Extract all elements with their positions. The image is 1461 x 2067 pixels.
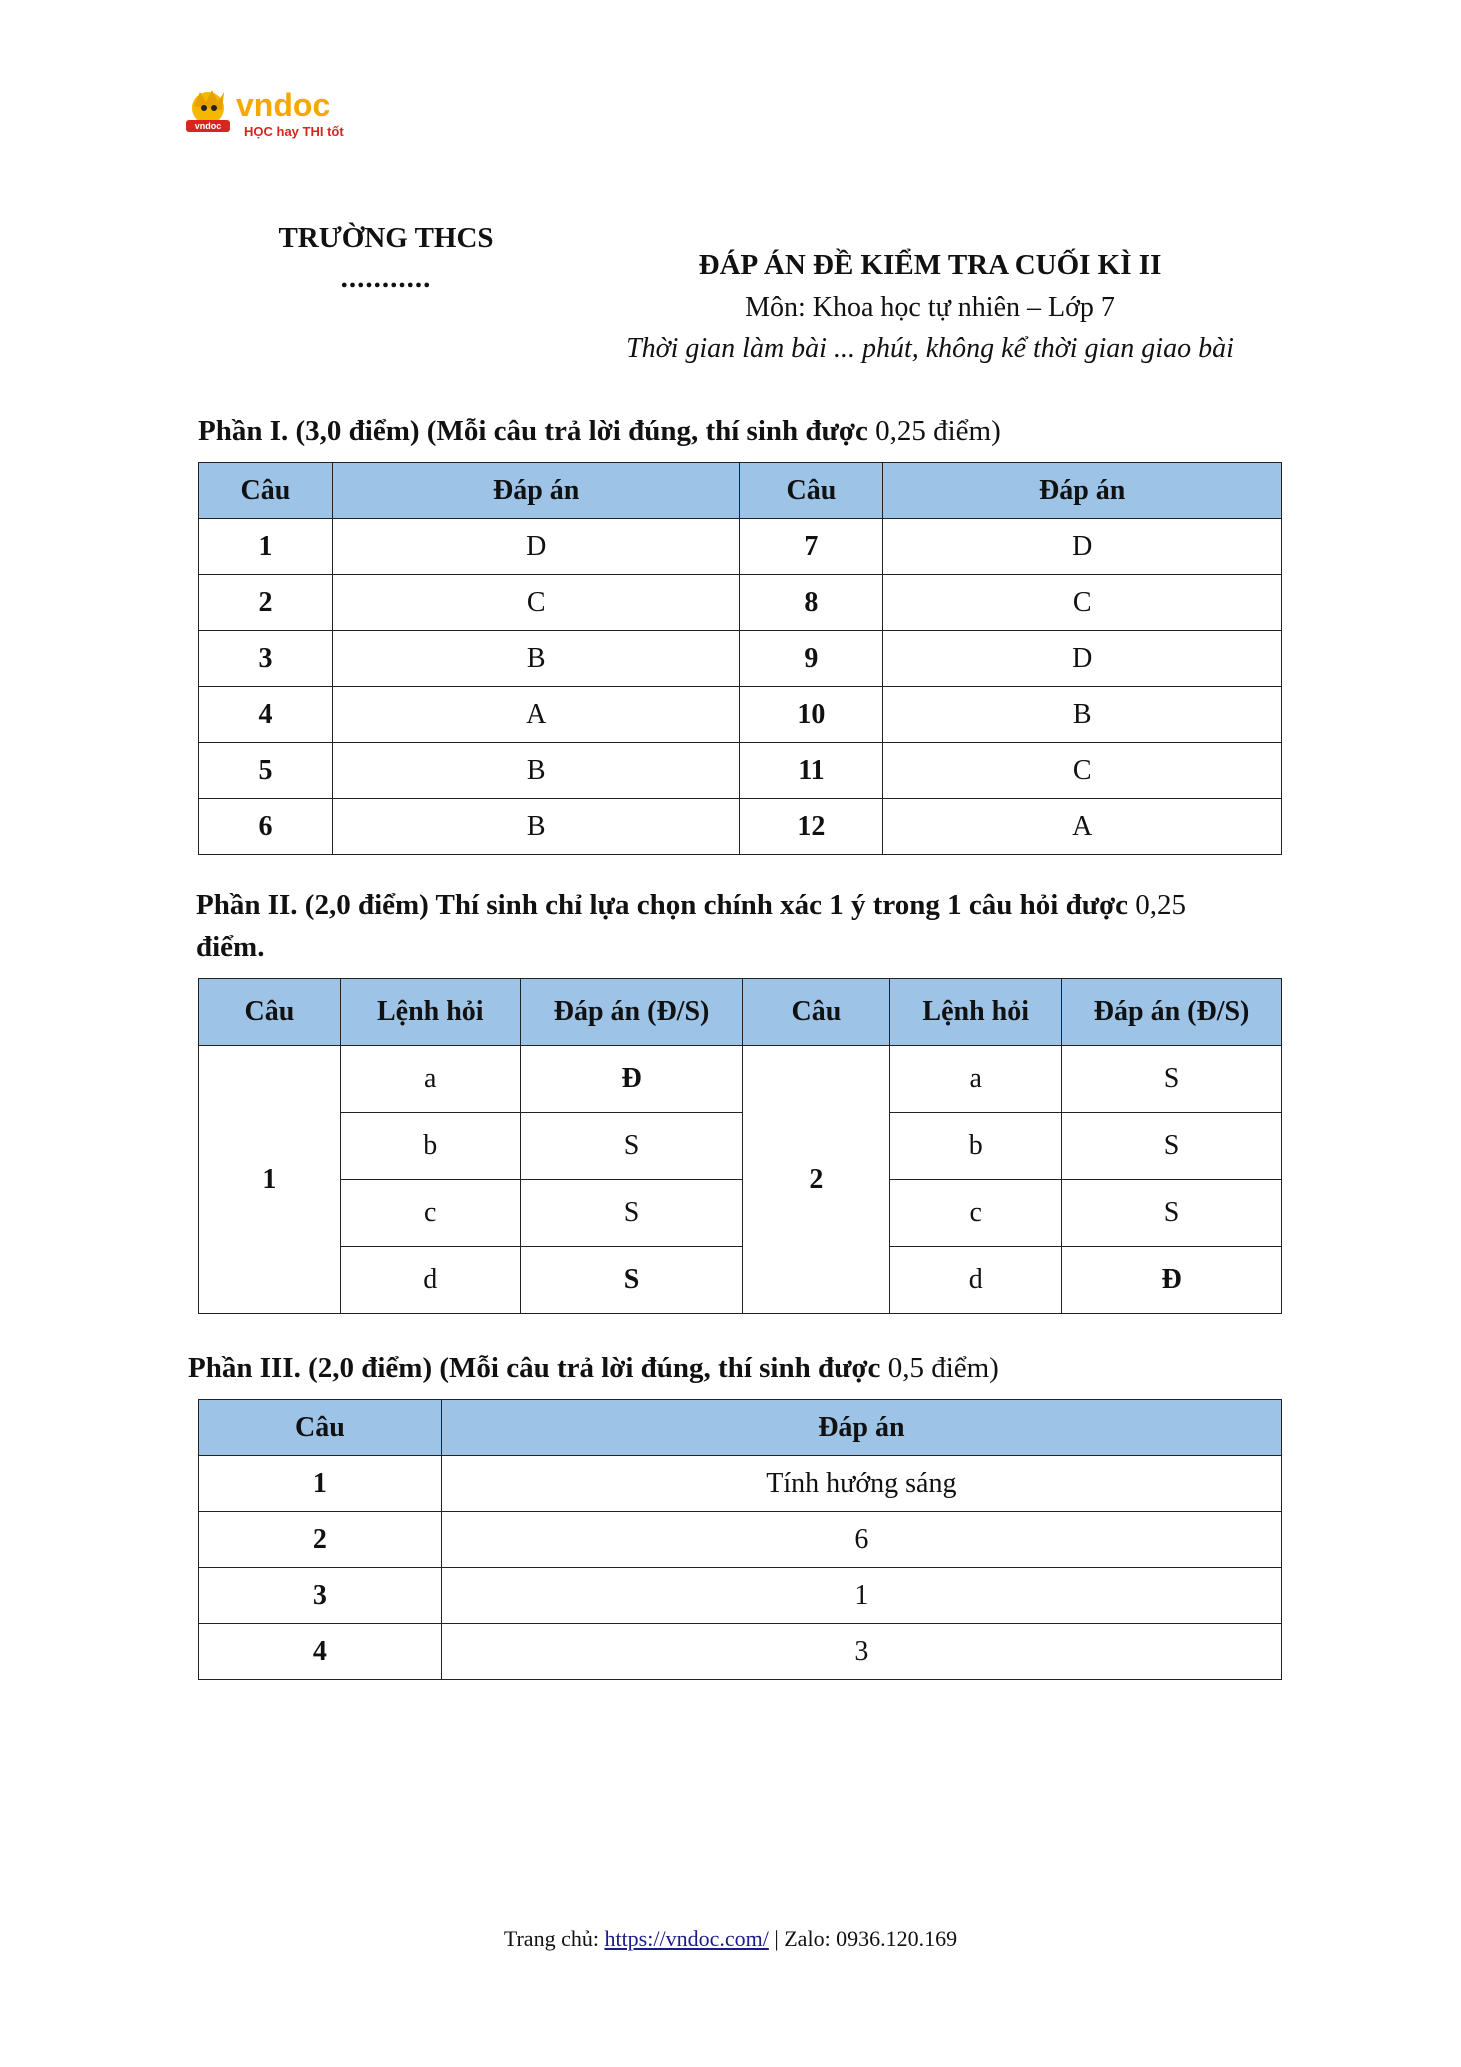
exam-header <box>560 243 1300 369</box>
table-row <box>199 1568 1282 1624</box>
exam-title: ĐÁP ÁN ĐỀ KIỂM TRA CUỐI KÌ II <box>698 249 1162 281</box>
answer-cell: C <box>883 743 1282 799</box>
part2-title-line2: điểm. <box>196 931 265 963</box>
header-cell: Lệnh hỏi <box>890 979 1062 1046</box>
table-row <box>199 519 1282 575</box>
header-cell: Đáp án <box>883 463 1282 519</box>
header-cell: Lệnh hỏi <box>340 979 520 1046</box>
header-cell: Câu <box>740 463 883 519</box>
table-header-row <box>199 1400 1282 1456</box>
statement-cell: a <box>890 1046 1062 1113</box>
question-number: 6 <box>199 799 333 855</box>
question-number: 4 <box>199 687 333 743</box>
statement-cell: b <box>890 1113 1062 1180</box>
answer-cell: S <box>520 1247 743 1314</box>
answer-cell: 6 <box>441 1512 1281 1568</box>
school-block <box>200 218 572 298</box>
answer-cell: S <box>1062 1180 1282 1247</box>
part3-table <box>198 1399 1282 1680</box>
table-row <box>199 1456 1282 1512</box>
part3-title <box>188 1347 999 1389</box>
question-number: 5 <box>199 743 333 799</box>
question-number: 7 <box>740 519 883 575</box>
answer-cell: A <box>883 799 1282 855</box>
table-row <box>199 1512 1282 1568</box>
vndoc-logo-icon <box>186 86 366 146</box>
answer-cell: B <box>332 743 740 799</box>
question-number: 2 <box>199 1512 442 1568</box>
answer-cell: S <box>520 1113 743 1180</box>
part1-title-normal: 0,25 điểm) <box>867 415 1001 447</box>
header-cell: Câu <box>199 463 333 519</box>
question-number: 3 <box>199 631 333 687</box>
school-name: TRƯỜNG THCS <box>278 222 494 254</box>
question-number: 1 <box>199 1456 442 1512</box>
question-number: 8 <box>740 575 883 631</box>
table-row <box>199 1247 1282 1314</box>
header-cell: Câu <box>199 979 341 1046</box>
answer-cell: 1 <box>441 1568 1281 1624</box>
table-row <box>199 1180 1282 1247</box>
table-row <box>199 1046 1282 1113</box>
part2-title-normal: 0,25 <box>1128 889 1187 921</box>
answer-cell: B <box>883 687 1282 743</box>
statement-cell: a <box>340 1046 520 1113</box>
answer-cell: S <box>520 1180 743 1247</box>
answer-cell: Đ <box>1062 1247 1282 1314</box>
question-number: 1 <box>199 519 333 575</box>
question-number: 4 <box>199 1624 442 1680</box>
page-footer <box>0 1926 1461 1952</box>
table-row <box>199 743 1282 799</box>
vndoc-logo <box>186 86 366 146</box>
logo-tagline: HỌC hay THI tốt <box>244 124 344 139</box>
statement-cell: c <box>340 1180 520 1247</box>
question-number: 10 <box>740 687 883 743</box>
header-cell: Đáp án <box>441 1400 1281 1456</box>
table-row <box>199 687 1282 743</box>
exam-time: Thời gian làm bài ... phút, không kể thời gian giao bài <box>626 333 1234 364</box>
question-number: 11 <box>740 743 883 799</box>
answer-cell: D <box>883 519 1282 575</box>
answer-cell: 3 <box>441 1624 1281 1680</box>
answer-cell: D <box>332 519 740 575</box>
statement-cell: d <box>890 1247 1062 1314</box>
question-number: 2 <box>743 1046 890 1314</box>
table-header-row <box>199 979 1282 1046</box>
logo-badge-text: vndoc <box>194 121 222 131</box>
statement-cell: d <box>340 1247 520 1314</box>
question-number: 12 <box>740 799 883 855</box>
part1-title <box>198 410 1001 452</box>
part3-title-normal: 0,5 điểm) <box>880 1352 999 1384</box>
question-number: 2 <box>199 575 333 631</box>
question-number: 9 <box>740 631 883 687</box>
footer-label: Trang chủ: <box>503 1926 605 1951</box>
answer-cell: C <box>332 575 740 631</box>
header-cell: Câu <box>743 979 890 1046</box>
table-row <box>199 575 1282 631</box>
header-cell: Đáp án (Đ/S) <box>1062 979 1282 1046</box>
header-cell: Câu <box>199 1400 442 1456</box>
part2-title <box>196 884 1286 968</box>
answer-cell: A <box>332 687 740 743</box>
header-cell: Đáp án <box>332 463 740 519</box>
question-number: 3 <box>199 1568 442 1624</box>
answer-cell: B <box>332 799 740 855</box>
table-header-row <box>199 463 1282 519</box>
part3-title-bold: Phần III. (2,0 điểm) (Mỗi câu trả lời đúng, thí sinh được <box>188 1352 881 1384</box>
statement-cell: b <box>340 1113 520 1180</box>
table-row <box>199 631 1282 687</box>
answer-cell: Tính hướng sáng <box>441 1456 1281 1512</box>
footer-zalo: | Zalo: 0936.120.169 <box>768 1926 958 1951</box>
answer-cell: S <box>1062 1113 1282 1180</box>
answer-cell: D <box>883 631 1282 687</box>
answer-cell: S <box>1062 1046 1282 1113</box>
part2-title-bold: Phần II. (2,0 điểm) Thí sinh chỉ lựa chọn chính xác 1 ý trong 1 câu hỏi được <box>196 889 1129 921</box>
part1-title-bold: Phần I. (3,0 điểm) (Mỗi câu trả lời đúng, thí sinh được <box>198 415 868 447</box>
answer-cell: C <box>883 575 1282 631</box>
table-row <box>199 1624 1282 1680</box>
statement-cell: c <box>890 1180 1062 1247</box>
question-number: 1 <box>199 1046 341 1314</box>
table-row <box>199 799 1282 855</box>
header-cell: Đáp án (Đ/S) <box>520 979 743 1046</box>
footer-homepage-link[interactable]: https://vndoc.com/ <box>604 1926 769 1951</box>
part2-table <box>198 978 1282 1314</box>
table-row <box>199 1113 1282 1180</box>
exam-subject: Môn: Khoa học tự nhiên – Lớp 7 <box>745 292 1115 323</box>
answer-cell: Đ <box>520 1046 743 1113</box>
logo-brand-text: vndoc <box>236 87 331 123</box>
part1-table <box>198 462 1282 855</box>
school-dots: ........... <box>340 262 432 294</box>
answer-cell: B <box>332 631 740 687</box>
